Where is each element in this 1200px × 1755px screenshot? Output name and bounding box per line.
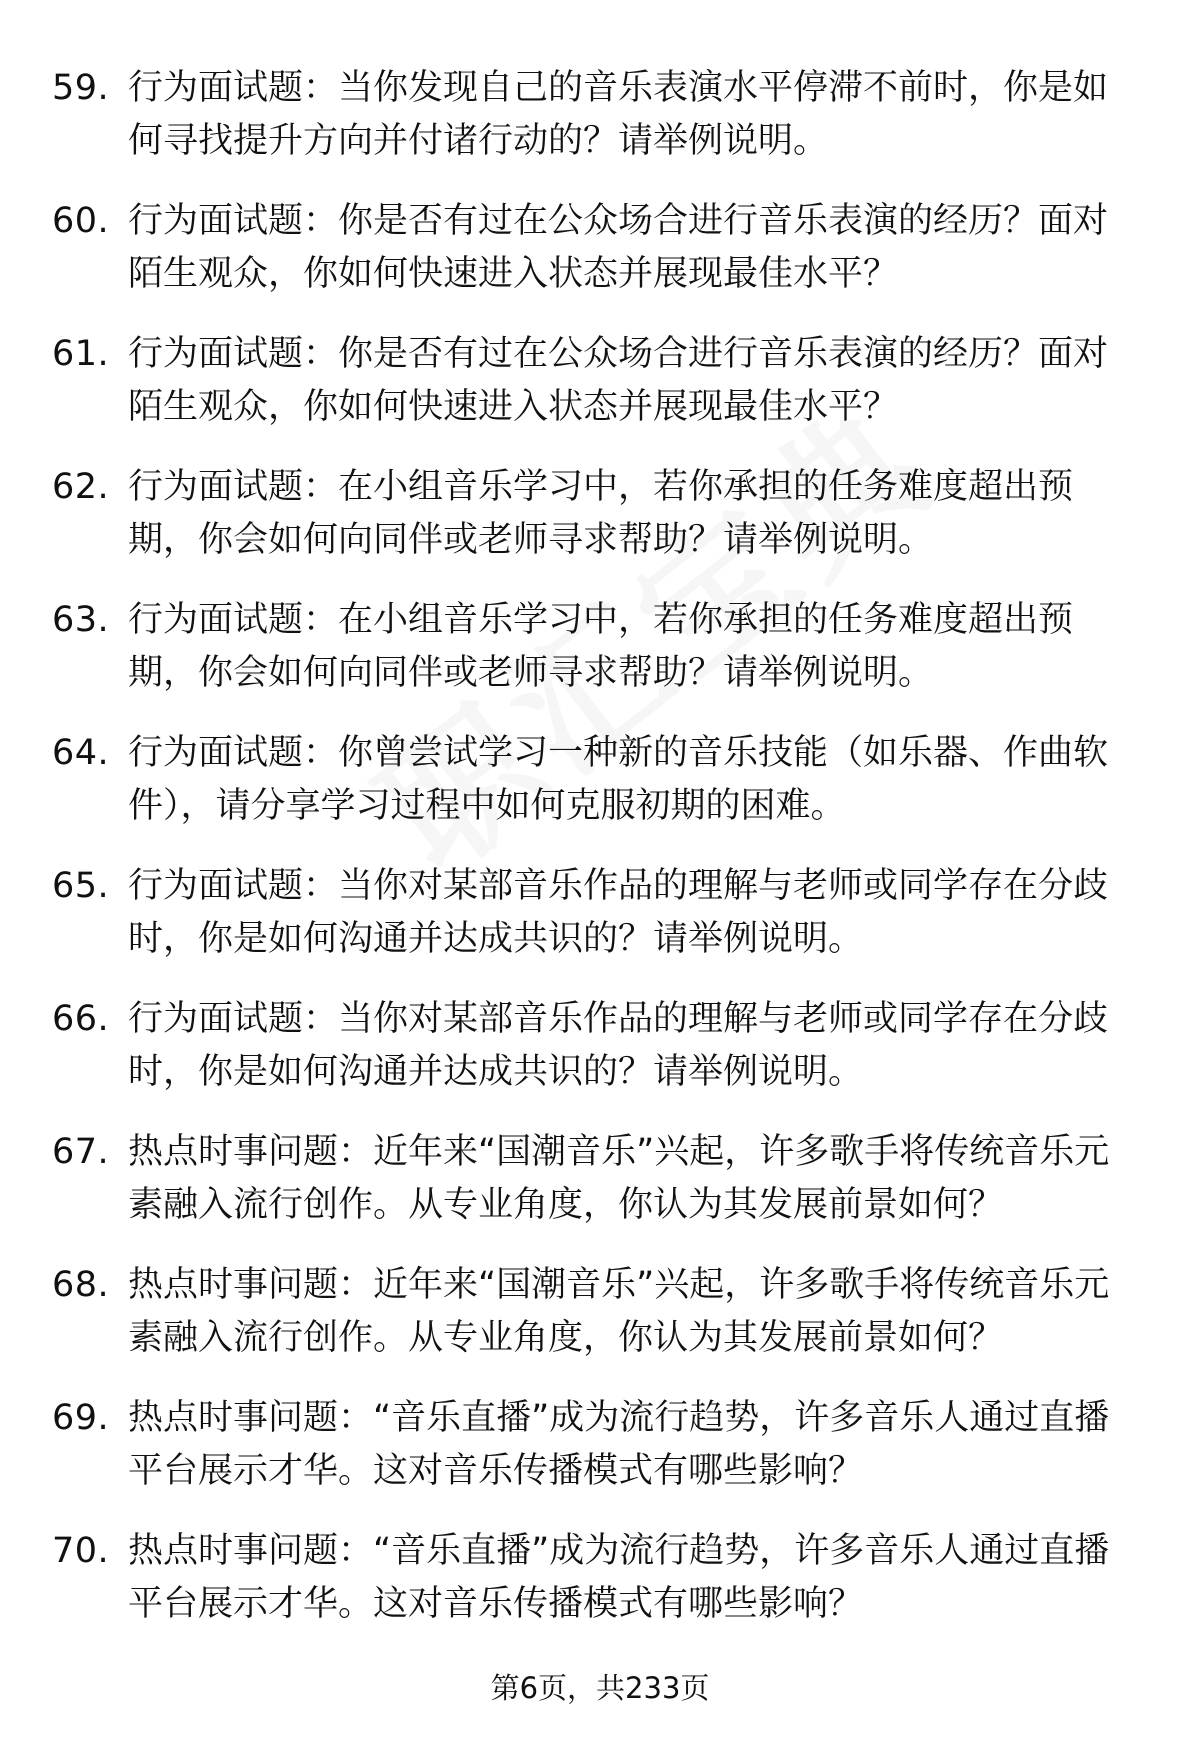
question-text: 行为面试题：在小组音乐学习中，若你承担的任务难度超出预期，你会如何向同伴或老师寻求帮助？请举例说明。 bbox=[128, 467, 1074, 560]
list-item bbox=[52, 993, 1152, 1126]
question-text: 行为面试题：在小组音乐学习中，若你承担的任务难度超出预期，你会如何向同伴或老师寻求帮助？请举例说明。 bbox=[128, 600, 1074, 693]
question-number: 66. bbox=[52, 999, 110, 1039]
question-text: 热点时事问题：“音乐直播”成为流行趋势，许多音乐人通过直播平台展示才华。这对音乐传播模式有哪些影响？ bbox=[128, 1398, 1110, 1491]
list-item bbox=[52, 1392, 1152, 1525]
list-item bbox=[52, 860, 1152, 993]
question-list bbox=[52, 62, 1152, 1658]
question-number: 70. bbox=[52, 1531, 110, 1571]
question-text: 行为面试题：当你发现自己的音乐表演水平停滞不前时，你是如何寻找提升方向并付诸行动的？请举例说明。 bbox=[128, 68, 1109, 161]
list-item bbox=[52, 594, 1152, 727]
list-item bbox=[52, 1126, 1152, 1259]
question-number: 62. bbox=[52, 467, 110, 507]
list-item bbox=[52, 195, 1152, 328]
question-number: 63. bbox=[52, 600, 110, 640]
question-number: 69. bbox=[52, 1398, 110, 1438]
page-footer: 第6页，共233页 bbox=[490, 1671, 710, 1705]
list-item bbox=[52, 1259, 1152, 1392]
list-item bbox=[52, 727, 1152, 860]
question-text: 行为面试题：当你对某部音乐作品的理解与老师或同学存在分歧时，你是如何沟通并达成共识的？请举例说明。 bbox=[128, 866, 1109, 959]
question-text: 热点时事问题：“音乐直播”成为流行趋势，许多音乐人通过直播平台展示才华。这对音乐传播模式有哪些影响？ bbox=[128, 1531, 1110, 1624]
question-text: 行为面试题：当你对某部音乐作品的理解与老师或同学存在分歧时，你是如何沟通并达成共识的？请举例说明。 bbox=[128, 999, 1109, 1092]
question-text: 行为面试题：你是否有过在公众场合进行音乐表演的经历？面对陌生观众，你如何快速进入状态并展现最佳水平？ bbox=[128, 334, 1109, 427]
question-number: 68. bbox=[52, 1265, 110, 1305]
list-item bbox=[52, 328, 1152, 461]
question-text: 热点时事问题：近年来“国潮音乐”兴起，许多歌手将传统音乐元素融入流行创作。从专业角度，你认为其发展前景如何？ bbox=[128, 1265, 1110, 1358]
list-item bbox=[52, 461, 1152, 594]
question-number: 65. bbox=[52, 866, 110, 906]
question-number: 67. bbox=[52, 1132, 110, 1172]
question-number: 60. bbox=[52, 201, 110, 241]
question-number: 61. bbox=[52, 334, 110, 374]
question-number: 64. bbox=[52, 733, 110, 773]
list-item bbox=[52, 62, 1152, 195]
list-item bbox=[52, 1525, 1152, 1658]
question-number: 59. bbox=[52, 68, 110, 108]
question-text: 热点时事问题：近年来“国潮音乐”兴起，许多歌手将传统音乐元素融入流行创作。从专业角度，你认为其发展前景如何？ bbox=[128, 1132, 1110, 1225]
question-text: 行为面试题：你是否有过在公众场合进行音乐表演的经历？面对陌生观众，你如何快速进入状态并展现最佳水平？ bbox=[128, 201, 1109, 294]
question-text: 行为面试题：你曾尝试学习一种新的音乐技能（如乐器、作曲软件），请分享学习过程中如何克服初期的困难。 bbox=[128, 733, 1109, 826]
